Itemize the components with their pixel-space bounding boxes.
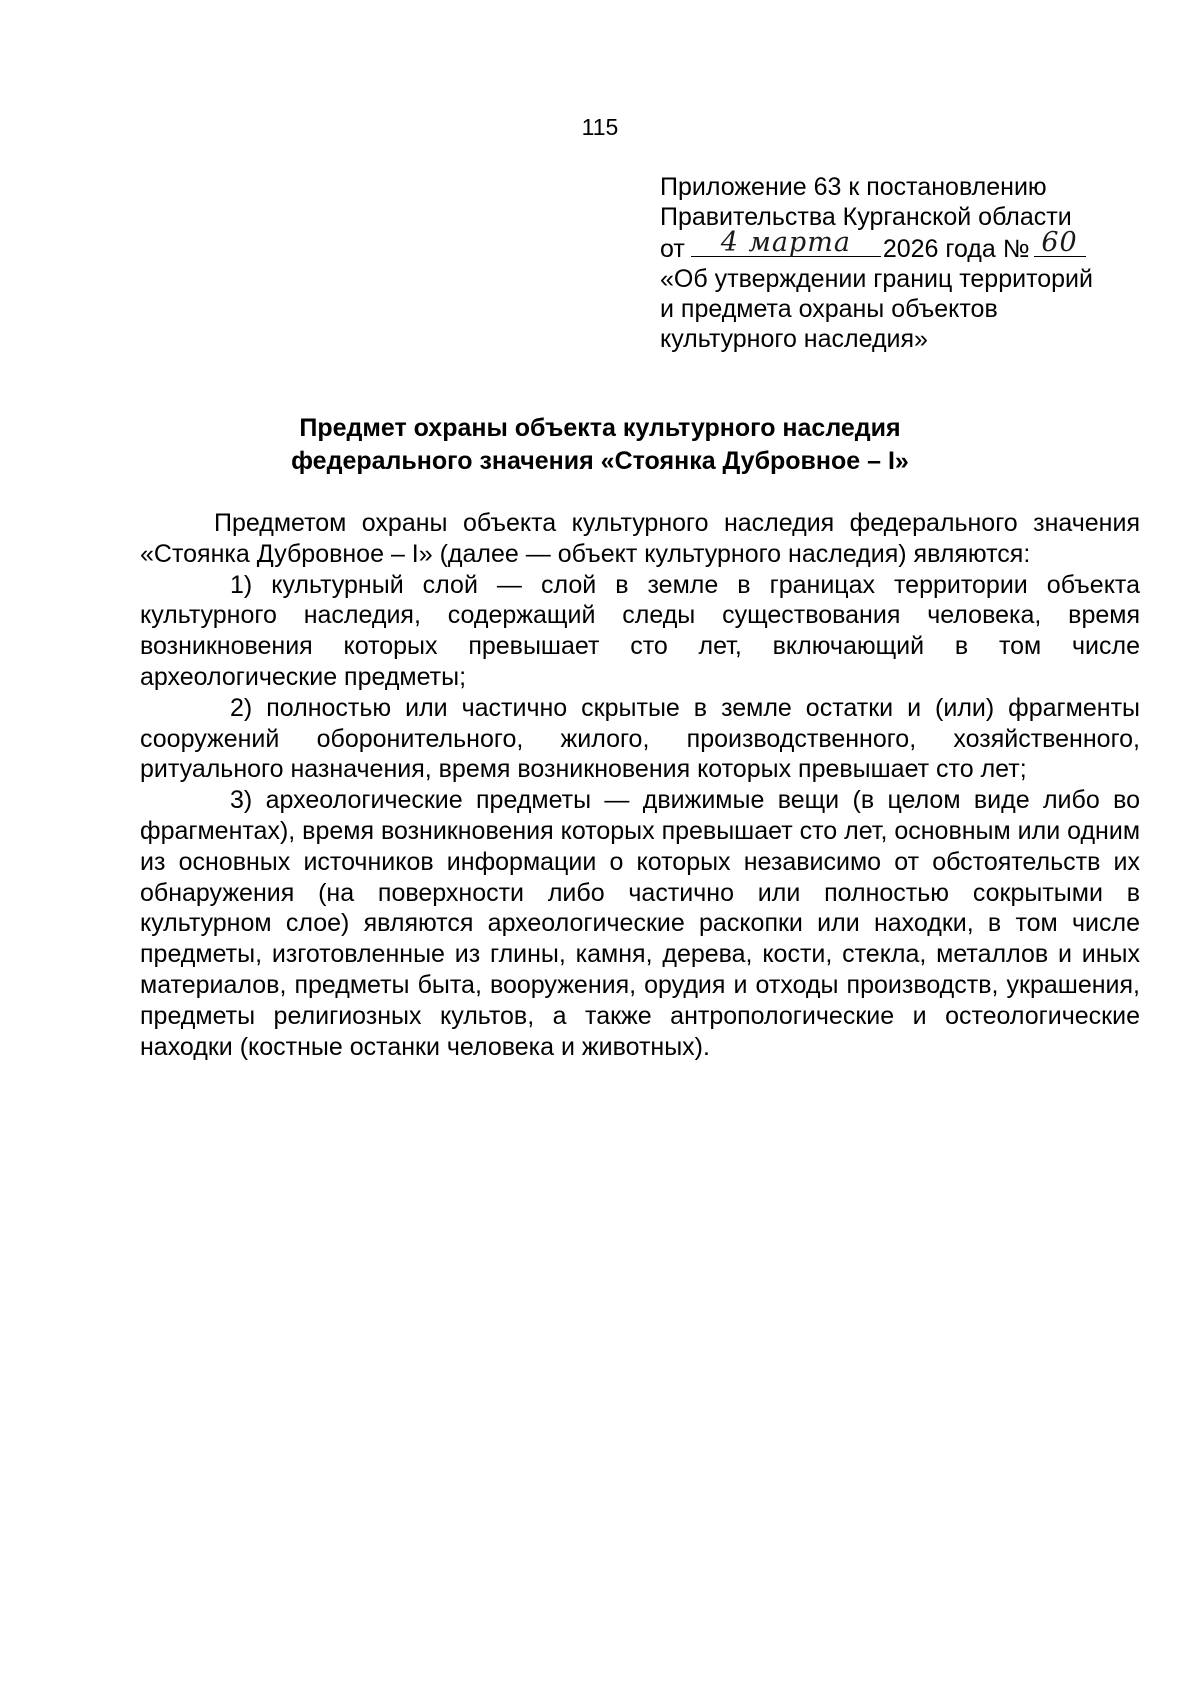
list-item: 1) культурный слой — слой в земле в границах территории объекта культурного наследия, содержащий следы существования человека, время возникновения которых превышает сто лет, включающий в том числе археологические предметы; [140, 570, 1140, 691]
appendix-header [660, 172, 1160, 354]
intro-paragraph: Предметом охраны объекта культурного наследия федерального значения «Стоянка Дубровное – I» (далее — объект культурного наследия) являются: [140, 509, 1140, 568]
appendix-line-5: и предмета охраны объектов [660, 295, 998, 323]
title-line-2: федерального значения «Стоянка Дубровное – I» [291, 447, 909, 475]
list-item: 3) археологические предметы — движимые вещи (в целом виде либо во фрагментах), время возникновения которых превышает сто лет, основным или одним из основных источников информации о которых независимо от обстоятельств их обнаружения (на поверхности либо частично или полностью сокрытыми в культурном слое) являются археологические раскопки или находки, в том числе предметы, изготовленные из глины, камня, дерева, кости, стекла, металлов и иных материалов, предметы быта, вооружения, орудия и отходы производств, украшения, предметы религиозных культов, а также антропологические и остеологические находки (костные останки человека и животных). [140, 786, 1141, 1061]
appendix-date-line [660, 227, 1160, 264]
document-title [0, 412, 1200, 478]
title-line-1: Предмет охраны объекта культурного наследия [299, 414, 901, 442]
year-text: 2026 года № [882, 235, 1030, 263]
appendix-line-1: Приложение 63 к постановлению [660, 173, 1047, 201]
handwritten-number: 60 [1041, 227, 1078, 258]
document-body [140, 508, 1140, 1062]
list-item: 2) полностью или частично скрытые в земле остатки и (или) фрагменты сооружений оборонительного, жилого, производственного, хозяйственного, ритуального назначения, время возникновения которых превышает сто лет; [140, 693, 1140, 784]
page-number: 115 [581, 114, 619, 140]
date-prefix: от [660, 235, 685, 263]
handwritten-date-field [691, 227, 881, 258]
handwritten-number-field [1034, 227, 1086, 258]
appendix-line-2: Правительства Курганской области [660, 203, 1072, 231]
appendix-line-6: культурного наследия» [660, 325, 928, 353]
appendix-line-4: «Об утверждении границ территорий [660, 265, 1093, 293]
handwritten-date: 4 марта [720, 227, 851, 258]
